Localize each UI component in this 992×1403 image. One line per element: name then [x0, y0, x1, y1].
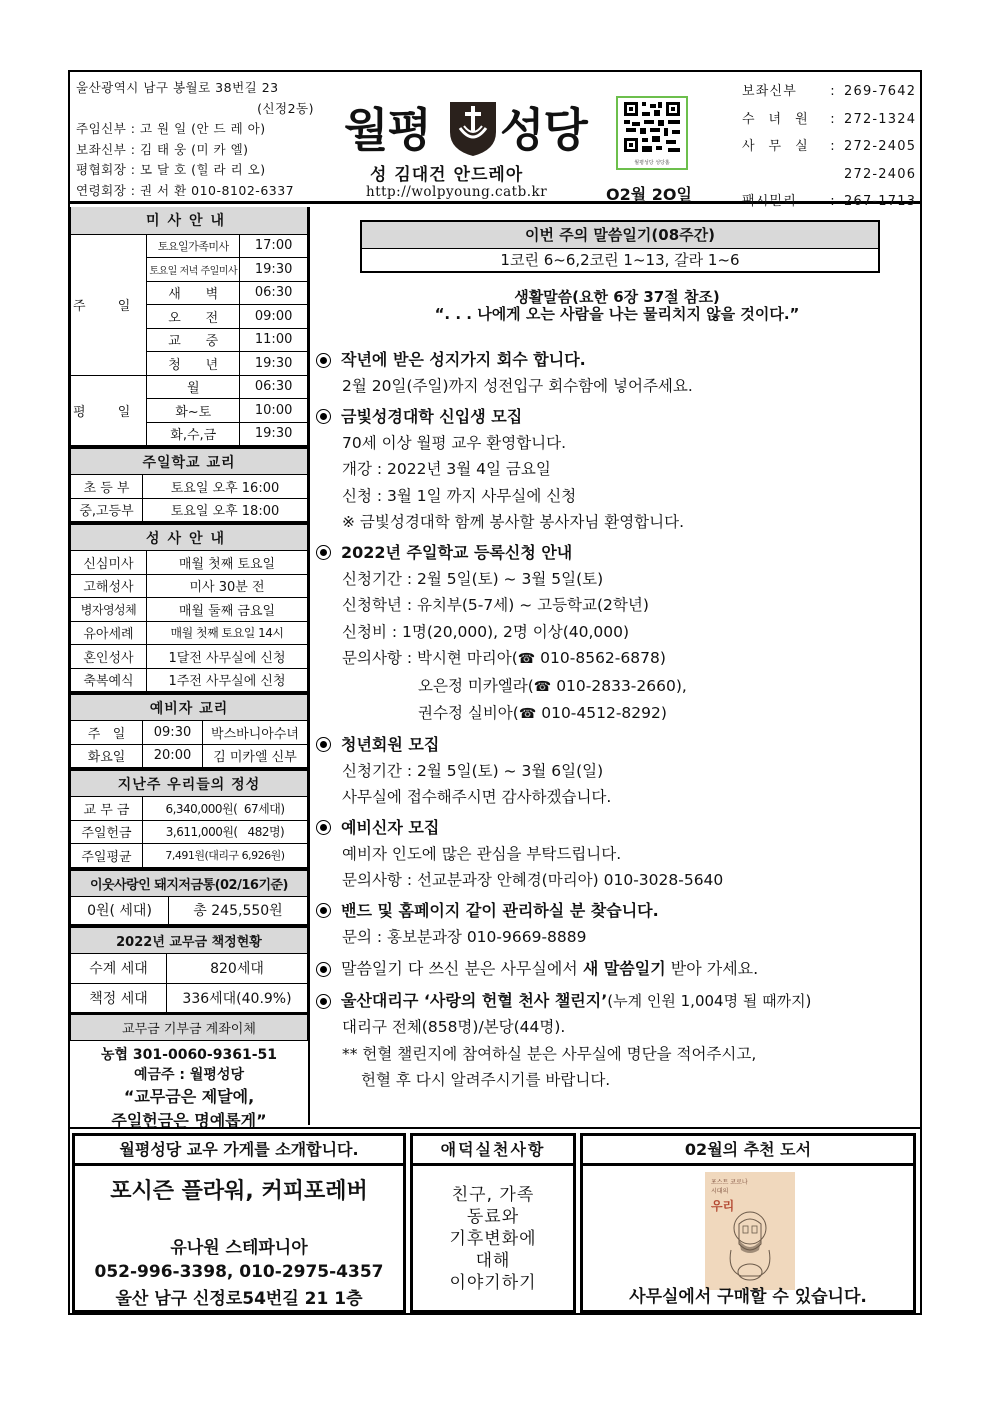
notice-item: 금빛성경대학 신입생 모집 70세 이상 월평 교우 환영합니다. 개강 : 2022년 3월 4일 금요일 신청 : 3월 1일 까지 사무실에 신청 ※ 금빛성경대학 함께 봉사할 봉사자님 환영합니다.: [316, 404, 920, 536]
bulletin-page: [68, 70, 922, 1315]
sunday-school-table: 주일학교 교리 초 등 부 토요일 오후 16:00 중,고등부 토요일 오후 18:00: [70, 446, 308, 522]
parish-shop-box: [72, 1133, 406, 1313]
circled-dot-icon: [316, 545, 331, 560]
bank-account-number: 농협 301-0060-9361-51: [101, 1046, 277, 1063]
book-purchase-note: 사무실에서 구매할 수 있습니다.: [629, 1287, 867, 1307]
weekday-label: 평 일: [71, 375, 147, 446]
notice-item: 밴드 및 홈페이지 같이 관리하실 분 찾습니다. 문의 : 홍보분과장 010-9669-8889: [316, 898, 920, 951]
phone-icon: ☎: [518, 706, 537, 722]
mass-schedule-title: 미사안내: [71, 207, 308, 234]
circled-dot-icon: [316, 994, 331, 1009]
notice-item: 말씀일기 다 쓰신 분은 사무실에서 새 말씀일기 받아 가세요.: [316, 956, 920, 982]
contact-row: 보좌신부 : 269-7642: [742, 84, 917, 99]
phone-icon: ☎: [517, 651, 536, 667]
notice-item: 예비신자 모집 예비자 인도에 많은 관심을 부탁드립니다. 문의사항 : 선교분과장 안혜경(마리아) 010-3028-5640: [316, 815, 920, 894]
notice-item: 2022년 주일학교 등록신청 안내 신청기간 : 2월 5일(토) ~ 3월 5일(토) 신청학년 : 유치부(5-7세) ~ 고등학교(2학년) 신청비 : 1명(20,000), 2명 이상(40,000) 문의사항 : 박시현 마리아(☎ 010-8562-6878) 오은정 미카엘라(☎ 010-2833-2660), 권수정 실비아(☎ 010-4512-8292): [316, 540, 920, 728]
offerings-table: 지난주 우리들의 정성 교 무 금 6,340,000원( 67세대) 주일헌금 3,611,000원( 482명) 주일평균 7,491원(대리구 6,926원): [70, 768, 308, 868]
shop-name: 포시즌 플라워, 커피포레버: [110, 1179, 368, 1204]
circled-dot-icon: [316, 820, 331, 835]
recommended-book-box: [580, 1133, 916, 1313]
weekly-reading-box: [360, 220, 880, 273]
contact-row: 사무실 : 272-2405: [742, 139, 917, 154]
bank-account-info: [70, 1041, 308, 1133]
parish-info: [76, 78, 314, 201]
circled-dot-icon: [316, 737, 331, 752]
circled-dot-icon: [316, 409, 331, 424]
patron-saint: 성 김대건 안드레아: [370, 165, 524, 185]
slogan-line1: “교무금은 제달에,: [123, 1086, 255, 1106]
weekly-reading-title: 이번 주의 말씀일기(08주간): [362, 222, 878, 249]
recommended-book-title: 02월의 추천 도서: [583, 1136, 913, 1166]
charity-practice-title: 애덕실천사항: [413, 1136, 573, 1166]
slogan-line2: 주일헌금은 명예롭게”: [111, 1110, 267, 1130]
charity-practice-box: 애덕실천사항 친구, 가족 동료와 기후변화에 대해 이야기하기: [410, 1133, 576, 1313]
shop-owner: 유나원 스테파니아: [170, 1238, 308, 1258]
account-holder: 예금주 : 월평성당: [133, 1066, 244, 1083]
life-word-quote: “. . . 나에게 오는 사람을 나는 물리치지 않을 것이다.”: [434, 305, 800, 323]
bulletin-header: [70, 72, 920, 209]
phone-icon: ☎: [533, 678, 552, 695]
contact-row: 팩시밀리 : 267-1713: [742, 194, 917, 209]
notice-item: 작년에 받은 성지가지 회수 합니다. 2월 20일(주일)까지 성전입구 회수함에 넣어주세요.: [316, 347, 920, 400]
staff-row: 평협회장 : 모 달 호 (힐 라 리 오): [76, 162, 266, 177]
circled-dot-icon: [316, 962, 331, 977]
catechumen-table: 예비자 교리 주 일 09:30 박스바니아수녀 화요일 20:00 김 미카엘 신부: [70, 692, 308, 768]
mass-schedule-table: 미사안내 주 일 토요일가족미사 17:00 토요일 저녁 주일미사 19:30 새 벽 06:30 오 전 09:00 교 중 11:00 청 년 19:30 평 일 월 06:30 화~토 10:00 화,수,금 19:30: [70, 207, 308, 446]
bottom-section: [70, 1127, 920, 1313]
sunday-label: 주 일: [71, 234, 147, 375]
staff-row: 보좌신부 : 김 태 웅 (미 카 엘): [76, 141, 249, 157]
left-sidebar: [70, 207, 310, 1130]
qr-code-icon: [618, 98, 686, 156]
title-part2: 성당: [500, 103, 587, 157]
book-cover-image: 포스트 코로나 시대의 우리: [705, 1172, 795, 1290]
qr-code[interactable]: [616, 96, 688, 170]
parish-title: [340, 92, 590, 162]
contact-list: [742, 78, 917, 216]
notice-item: 울산대리구 ‘사랑의 헌혈 천사 챌린지’ (누계 인원 1,004명 될 때까지) 대리구 전체(858명)/본당(44명). ** 헌혈 챌린지에 참여하실 분은 사무실에 명단을 적어주시고, 헌혈 후 다시 알려주시기를 바랍니다.: [316, 988, 920, 1094]
circled-dot-icon: [316, 903, 331, 918]
parish-shop-title: 월평성당 교우 가게를 소개합니다.: [75, 1136, 403, 1166]
staff-row: 연령회장 : 권 서 환 010-8102-6337: [76, 182, 295, 198]
weekly-reading-passages: 1코린 6~6,2코린 1~13, 갈라 1~6: [500, 251, 740, 269]
main-content: [314, 207, 920, 1125]
shop-phone: 052-996-3398, 010-2975-4357: [94, 1262, 384, 1282]
life-word-title: 생활말씀(요한 6장 37절 참조): [514, 288, 720, 306]
sacraments-table: 성사안내 신심미사 매월 첫째 토요일 고해성사 미사 30분 전 병자영성체 매월 둘째 금요일 유아세례 매월 첫째 토요일 14시 혼인성사 1달전 사무실에 신청 축복예식 1주전 사무실에 신청: [70, 522, 308, 692]
address-line1: 울산광역시 남구 봉월로 38번길 23: [76, 80, 279, 95]
qr-caption: 월평성당 성당홈: [634, 160, 670, 166]
life-word: [314, 289, 920, 323]
notices-list: [316, 347, 920, 1098]
circled-dot-icon: [316, 353, 331, 368]
website-link[interactable]: http://wolpyoung.catb.kr: [366, 184, 548, 200]
staff-row: 주임신부 : 고 원 일 (안 드 레 아): [76, 121, 266, 136]
piggybank-table: 이웃사랑인 돼지저금통(02/16기준) 0원( 세대) 총 245,550원: [70, 868, 308, 925]
tithe-status-table: 2022년 교무금 책정현황 수계 세대 820세대 책정 세대 336세대(40.9%) 교무금 기부금 계좌이체: [70, 925, 308, 1041]
title-part1: 월평: [344, 103, 431, 157]
bulletin-date: O2월 2O일: [606, 185, 692, 204]
address-line2: (신정2동): [257, 100, 314, 116]
contact-row: 수녀원 : 272-1324: [742, 111, 917, 127]
contact-row: 272-2406: [844, 166, 917, 182]
jesus-illustration-icon: [721, 1210, 779, 1284]
notice-item: 청년회원 모집 신청기간 : 2월 5일(토) ~ 3월 6일(일) 사무실에 접수해주시면 감사하겠습니다.: [316, 732, 920, 811]
church-logo-icon: [444, 92, 502, 158]
shop-address: 울산 남구 신정로54번길 21 1층: [115, 1289, 363, 1309]
